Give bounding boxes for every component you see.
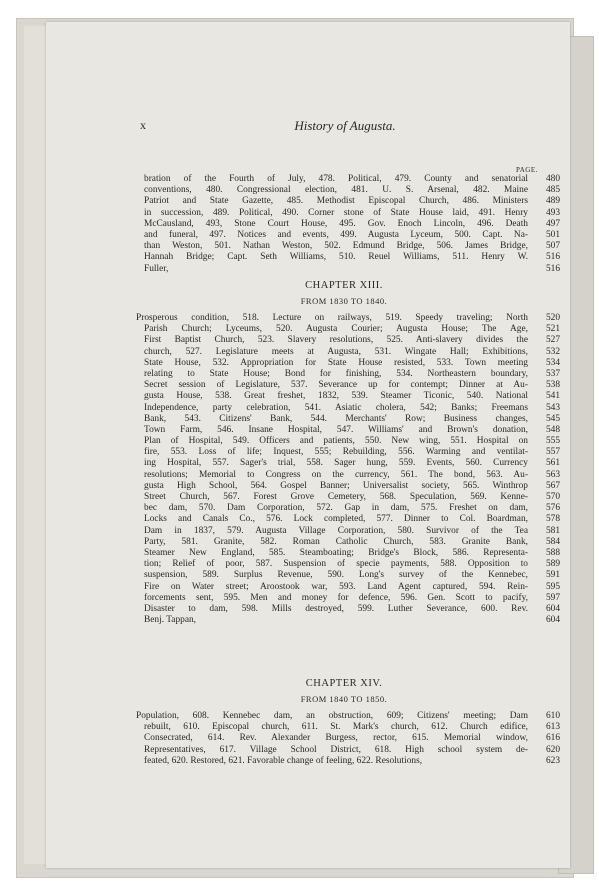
entry-text: gusta High School, 564. Gospel Banner; Universalist society, 565. Winthrop <box>144 480 528 491</box>
entry-text: First Baptist Church, 523. Slavery resolutions, 525. Anti-slavery divides the <box>144 335 528 346</box>
entry-text: Plan of Hospital, 549. Officers and patients, 550. New wing, 551. Hospital on <box>144 436 528 447</box>
page-number: 532 <box>545 346 560 357</box>
page-number: 548 <box>545 424 560 435</box>
entry-text: than Weston, 501. Nathan Weston, 502. Edmund Bridge, 506. James Bridge, <box>144 241 528 252</box>
entry-text: forcements sent, 595. Men and money for defence, 596. Gen. Scott to pacify, <box>144 592 528 603</box>
page-number: 545 <box>545 413 560 424</box>
page-number: 616 <box>545 733 560 744</box>
entry-text: Representatives, 617. Village School District, 618. High school system de- <box>144 744 528 755</box>
page-number: 591 <box>545 570 560 581</box>
entry-text: fire, 553. Loss of life; Inquest, 555; Rebuilding, 556. Warming and ventilat- <box>144 447 528 458</box>
entry-text: feated, 620. Restored, 621. Favorable change of feeling, 622. Resolutions, <box>144 755 423 766</box>
entry-text: resolutions; Memorial to Congress on the currency, 561. The bond, 563. Au- <box>144 469 528 480</box>
chapter-xiii-title: CHAPTER XIII. <box>305 280 383 291</box>
page-number: 493 <box>545 207 560 218</box>
entry-text: suspension, 589. Surplus Revenue, 590. Long's survey of the Kennebec, <box>144 570 528 581</box>
page-number: 489 <box>545 196 560 207</box>
entry-text: Fuller, <box>144 263 169 274</box>
entry-text: Prosperous condition, 518. Lecture on railways, 519. Speedy traveling; North <box>136 313 528 323</box>
page-number: 555 <box>545 436 560 447</box>
page-number: 595 <box>545 581 560 592</box>
entry-text: tion; Relief of poor, 587. Suspension of specie payments, 588. Opposition to <box>144 559 528 570</box>
entry-text: rebuilt, 610. Episcopal church, 611. St. Mark's church, 612. Church edifice, <box>144 722 528 733</box>
running-title: History of Augusta. <box>294 118 396 133</box>
page-number: 584 <box>545 536 560 547</box>
entry-text: gusta House, 538. Great freshet, 1832, 539. Steamer Ticonic, 540. National <box>144 391 528 402</box>
entry-text: Independence, party celebration, 541. Asiatic cholera, 542; Banks; Freemans <box>144 402 528 413</box>
entry-text: Bank, 543. Citizens' Bank, 544. Merchants' Row; Business changes, <box>144 413 528 424</box>
entry-text: bec dam, 570. Dam Corporation, 572. Gap in dam, 575. Freshet on dam, <box>144 503 528 514</box>
entry-text: Town Farm, 546. Insane Hospital, 547. Williams' and Brown's donation, <box>144 424 528 435</box>
entry-text: and funeral, 497. Notices and events, 499. Augusta Lyceum, 500. Capt. Na- <box>144 229 528 240</box>
page-number: 516 <box>545 252 560 263</box>
entry-text: Locks and Canals Co., 576. Lock completed, 577. Dinner to Col. Boardman, <box>144 514 528 525</box>
chapter-xiv-title: CHAPTER XIV. <box>305 678 383 689</box>
page-header <box>140 118 550 138</box>
page-number: 527 <box>545 335 560 346</box>
entry-text: Consecrated, 614. Rev. Alexander Burgess, rector, 615. Memorial window, <box>144 733 528 744</box>
page-number: 563 <box>545 469 560 480</box>
page-number: 534 <box>545 357 560 368</box>
page-number: 578 <box>545 514 560 525</box>
chapter-xiii-range: FROM 1830 TO 1840. <box>300 296 388 306</box>
page-number: 561 <box>545 458 560 469</box>
page-number: 520 <box>545 313 560 323</box>
entry-text: Disaster to dam, 598. Mills destroyed, 599. Luther Severance, 600. Rev. <box>144 603 528 614</box>
page-number: 537 <box>545 368 560 379</box>
page-number: 485 <box>545 185 560 196</box>
page-number: 570 <box>545 492 560 502</box>
entry-text: Steamer New England, 585. Steamboating; Bridge's Block, 586. Representa- <box>144 547 528 558</box>
page-number: 516 <box>545 263 560 274</box>
page-number: 620 <box>545 744 560 755</box>
book-page <box>46 22 570 868</box>
page-number: 557 <box>545 447 560 458</box>
page-number: 538 <box>545 380 560 391</box>
page-number: 507 <box>545 241 560 252</box>
entry-text: ing Hospital, 557. Sager's trial, 558. Sager hung, 559. Events, 560. Currency <box>144 458 528 469</box>
page-number: 613 <box>545 722 560 733</box>
entry-text: relating to State House; Bond for finishing, 534. Northeastern boundary, <box>144 368 528 379</box>
entry-text: State House, 532. Appropriation for State House resisted, 533. Town meeting <box>144 357 528 368</box>
page-number: 597 <box>545 592 560 603</box>
folio-number: x <box>140 118 146 132</box>
entry-text: Benj. Tappan, <box>144 615 197 626</box>
page-number: 604 <box>545 603 560 614</box>
entry-text: Dam in 1837, 579. Augusta Village Corporation, 580. Survivor of the Tea <box>144 525 528 536</box>
entry-text: Hannah Bridge; Capt. Seth Williams, 510. Reuel Williams, 511. Henry W. <box>144 252 528 263</box>
page-number: 501 <box>545 229 560 240</box>
entry-text: Fire on Water street; Aroostook war, 593. Land Agent captured, 594. Rein- <box>144 581 528 592</box>
page-number: 589 <box>545 559 560 570</box>
page-number: 581 <box>545 525 560 536</box>
entry-text: Population, 608. Kennebec dam, an obstruction, 609; Citizens' meeting; Dam <box>136 711 528 721</box>
entry-text: Patriot and State Gazette, 485. Methodist Episcopal Church, 486. Ministers <box>144 196 528 207</box>
entry-text: Parish Church; Lyceums, 520. Augusta Courier; Augusta House; The Age, <box>144 324 528 335</box>
page-number: 543 <box>545 402 560 413</box>
entry-text: bration of the Fourth of July, 478. Political, 479. County and senatorial <box>144 174 528 184</box>
entry-text: church, 527. Legislature meets at Augusta, 531. Wingate Hall; Exhibitions, <box>144 346 528 357</box>
page-number: 623 <box>545 755 560 766</box>
entry-text: Secret session of Legislature, 537. Severance up for contempt; Dinner at Au- <box>144 380 528 391</box>
entry-text: Party, 581. Granite, 582. Roman Catholic Church, 583. Granite Bank, <box>144 536 528 547</box>
page-number: 480 <box>545 174 560 184</box>
page-number: 604 <box>545 615 560 626</box>
page-number: 521 <box>545 324 560 335</box>
page-column-label: PAGE. <box>516 166 538 174</box>
entry-text: in succession, 489. Political, 490. Corner stone of State House laid, 491. Henry <box>144 207 528 218</box>
entry-text: conventions, 480. Congressional election, 481. U. S. Arsenal, 482. Maine <box>144 185 528 196</box>
page-number: 588 <box>545 547 560 558</box>
entry-text: McCausland, 493, Stone Court House, 495. Gov. Enoch Lincoln, 496. Death <box>144 218 528 229</box>
page-number: 497 <box>545 218 560 229</box>
page-number: 541 <box>545 391 560 402</box>
page-number: 610 <box>545 711 560 721</box>
entry-text: Street Church, 567. Forest Grove Cemetery, 568. Speculation, 569. Kenne- <box>144 492 528 502</box>
page-number: 567 <box>545 480 560 491</box>
page-number: 576 <box>545 503 560 514</box>
chapter-xiv-range: FROM 1840 TO 1850. <box>300 694 388 704</box>
